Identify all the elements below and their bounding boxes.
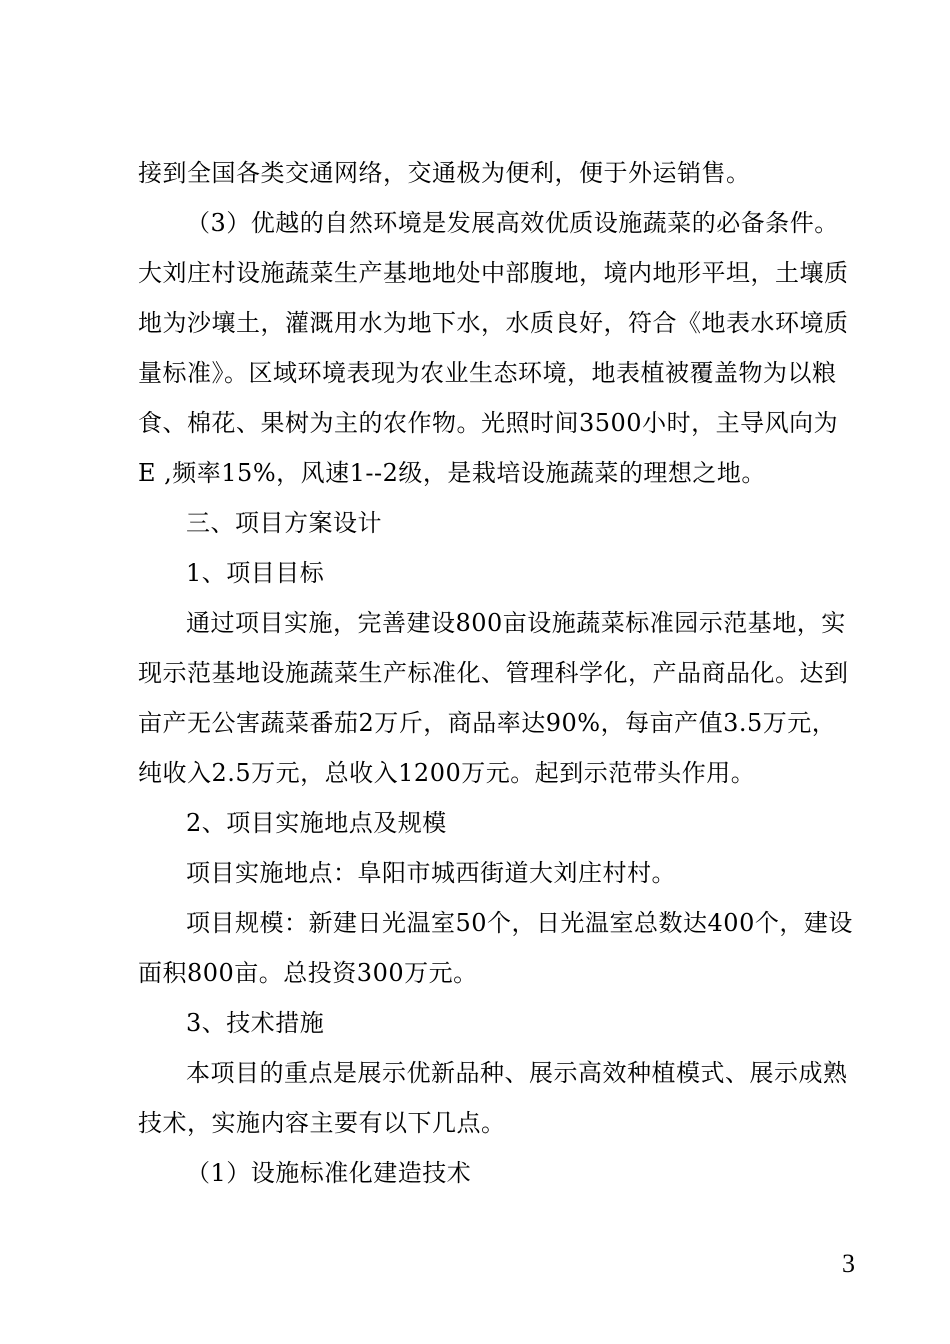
paragraph-line: 纯收入2.5万元，总收入1200万元。起到示范带头作用。	[138, 759, 756, 787]
paragraph-line: 地为沙壤土，灌溉用水为地下水，水质良好，符合《地表水环境质	[138, 309, 849, 337]
paragraph-line: 大刘庄村设施蔬菜生产基地地处中部腹地，境内地形平坦，土壤质	[138, 259, 849, 287]
section-heading: 三、项目方案设计	[186, 509, 382, 537]
paragraph-line: （3）优越的自然环境是发展高效优质设施蔬菜的必备条件。	[186, 209, 839, 237]
subsection-heading: 2、项目实施地点及规模	[186, 809, 447, 837]
subsection-heading: （1）设施标准化建造技术	[186, 1159, 472, 1187]
paragraph-line: 技术，实施内容主要有以下几点。	[138, 1109, 506, 1137]
page-number: 3	[842, 1249, 855, 1278]
paragraph-line: 接到全国各类交通网络，交通极为便利，便于外运销售。	[138, 159, 751, 187]
paragraph-line: 项目规模：新建日光温室50个，日光温室总数达400个，建设	[186, 909, 853, 937]
paragraph-line: 本项目的重点是展示优新品种、展示高效种植模式、展示成熟	[186, 1059, 848, 1087]
paragraph-line: 面积800亩。总投资300万元。	[138, 959, 478, 987]
paragraph-line: 项目实施地点：阜阳市城西街道大刘庄村村。	[186, 859, 676, 887]
subsection-heading: 3、技术措施	[186, 1009, 325, 1037]
paragraph-line: E ,频率15%，风速1--2级，是栽培设施蔬菜的理想之地。	[138, 459, 766, 487]
paragraph-line: 现示范基地设施蔬菜生产标准化、管理科学化，产品商品化。达到	[138, 659, 849, 687]
paragraph-line: 量标准》。区域环境表现为农业生态环境，地表植被覆盖物为以粮	[138, 359, 837, 387]
paragraph-line: 通过项目实施，完善建设800亩设施蔬菜标准园示范基地，实	[186, 609, 846, 637]
subsection-heading: 1、项目目标	[186, 559, 325, 587]
paragraph-line: 食、棉花、果树为主的农作物。光照时间3500小时，主导风向为	[138, 409, 839, 437]
document-body	[138, 148, 858, 1198]
paragraph-line: 亩产无公害蔬菜番茄2万斤，商品率达90%，每亩产值3.5万元，	[138, 709, 837, 737]
